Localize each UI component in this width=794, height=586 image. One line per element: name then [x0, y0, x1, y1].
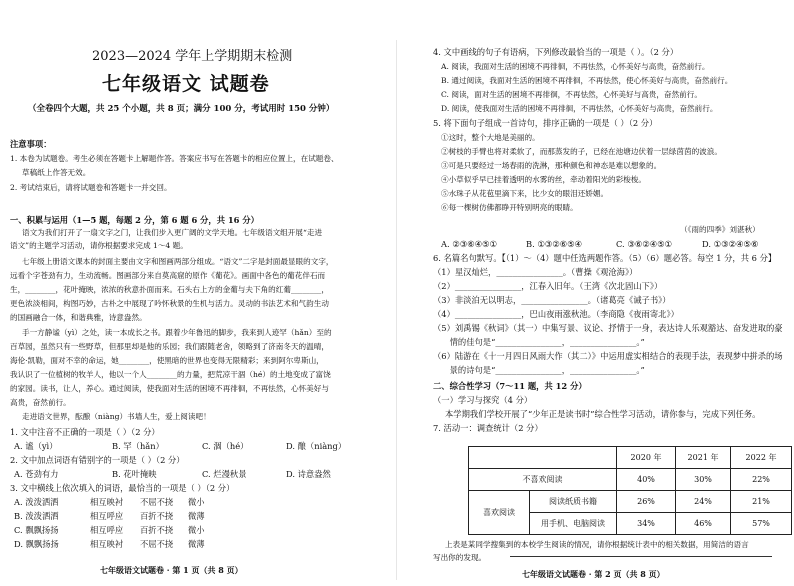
- q4-option-c: C. 阅读，面对生活的困境不再徘徊，不再怯然，心怀美好与高贵，奋然前行。: [441, 90, 702, 99]
- table-cell: 34%: [617, 513, 676, 535]
- q7-text-a: 上表是某同学搜集到的本校学生阅读的情况，请你根据统计表中的相关数据，用简洁的语言: [445, 540, 749, 549]
- q3-option-d-word1: D. 飘飘扬扬: [14, 539, 59, 549]
- exam-info: （全卷四个大题，共 25 个小题，共 8 页；满分 100 分，考试用时 150 分钟）: [28, 104, 335, 114]
- q3-option-a-word4: 微小: [188, 497, 205, 507]
- notice-label: 注意事项：: [10, 139, 52, 149]
- table-header-row: [469, 447, 792, 469]
- q5-line: ④小草似乎早已挂着透明的水雾的丝，牵动着阳光的彩梭梭。: [441, 175, 647, 184]
- question-2: 2. 文中加点词语有错别字的一项是（ ）（2 分）: [10, 455, 185, 465]
- table-cell: 46%: [676, 513, 731, 535]
- q3-option-b-word2: 相互呼应: [90, 511, 124, 521]
- page-title: 七年级语文 试题卷: [102, 73, 270, 95]
- q5-option-c: C. ③⑥②④⑤①: [616, 239, 672, 249]
- q3-option-a-word3: 不屈不挠: [140, 497, 174, 507]
- q5-option-d: D. ①③②④⑤⑥: [702, 239, 759, 249]
- q6-item: （1）星汉灿烂，________________。（曹操《观沧海》）: [433, 267, 638, 277]
- page-footer-right: 七年级语文试题卷 · 第 2 页（共 8 页）: [522, 569, 665, 579]
- q2-option-b: B. 花叶掩映: [112, 469, 157, 479]
- q2-option-c: C. 烂漫秋景: [202, 469, 247, 479]
- q2-option-a: A. 苍劲有力: [14, 469, 59, 479]
- table-year-header: 2022 年: [731, 447, 792, 469]
- table-cell: 26%: [617, 491, 676, 513]
- q1-option-b: B. 罕（hǎn）: [112, 441, 164, 451]
- passage1-line: 生，________，花叶掩映，浓浓的秋意扑面而来。石头右上方的金葡与夫下角的红葡________，: [10, 285, 329, 294]
- passage1-line: 远看个字苍劲有力，生动流畅。图画部分来自莫高窟的原作《葡花》。画面中各色的葡花伴石而: [10, 271, 326, 280]
- q6-item: 情的佳句是“________________，________________。”: [433, 337, 645, 347]
- q3-option-b-word4: 微薄: [188, 511, 205, 521]
- section-2-title: 二、综合性学习（7～11 题，共 12 分）: [433, 381, 587, 391]
- table-cell: 40%: [617, 469, 676, 491]
- table-row-label: 用手机、电脑阅读: [530, 513, 617, 535]
- q3-option-d-word4: 微薄: [188, 539, 205, 549]
- reading-survey-table: [468, 446, 792, 535]
- notice-1b: 草稿纸上作答无效。: [22, 168, 91, 177]
- table-cell: 57%: [731, 513, 792, 535]
- question-7: 7. 活动一：调查统计（2 分）: [433, 423, 543, 433]
- table-corner-cell: [469, 447, 617, 469]
- table-cell: 22%: [731, 469, 792, 491]
- exam-year-heading: 2023—2024 学年上学期期末检测: [92, 49, 293, 64]
- passage2-line: 我认识了一位植树的牧羊人，他以一个人________的力量，把荒凉干涸（hé）的土地变成了富饶: [10, 370, 331, 379]
- question-3: 3. 文中横线上依次填入的词语，最恰当的一项是（ ）（2 分）: [10, 483, 235, 493]
- passage1-line: 更色浓淡相间，构图巧妙，古朴之中展现了吟怀秋景的生机与活力。灵动的书法艺术和气韵生动: [10, 299, 329, 308]
- table-row-label: 不喜欢阅读: [469, 469, 617, 491]
- subsection-1-text: 本学期我们学校开展了“少年正是读书时”综合性学习活动，请你参与，完成下列任务。: [445, 409, 761, 419]
- q3-option-a-word2: 相互映衬: [90, 497, 124, 507]
- q6-item: （6）陆游在《十一月四日风雨大作（其二）》中运用虚实相结合的表现手法，表现梦中拼杀的场: [433, 351, 783, 361]
- q3-option-c-word1: C. 飘飘扬扬: [14, 525, 59, 535]
- q4-option-a: A. 阅读，我面对生活的困境不再徘徊，不再怯然，心怀美好与高贵，奋然前行。: [441, 62, 710, 71]
- q5-line: ⑤水珠子从花苞里滴下来，比少女的眼泪还娇媚。: [441, 189, 609, 198]
- passage1-line: 七年级上册语文课本的封面主要由文字和图画两部分组成。“语文”二字是封面最显眼的文字，: [22, 257, 334, 266]
- q3-option-c-word3: 百折不挠: [140, 525, 174, 535]
- intro-line-a: 语文为我们打开了一扇文字之门，让我们步入更广阔的文学天地。七年级语文组开展“走进: [22, 228, 323, 237]
- q1-option-d: D. 酿（niàng）: [286, 441, 347, 451]
- passage2-line: 手一方静谧（yì）之处，读一本成长之书。跟着少年鲁迅的脚步，我来到人迹罕（hǎn）至的: [22, 328, 332, 337]
- q5-option-a: A. ②③⑥④⑤①: [441, 239, 497, 249]
- q5-line: ⑥每一棵树仿佛都睁开特别明亮的眼睛。: [441, 203, 578, 212]
- table-cell: 30%: [676, 469, 731, 491]
- table-cell: 21%: [731, 491, 792, 513]
- q6-item: （4）________________，巴山夜雨涨秋池。（李商隐《夜雨寄北》）: [433, 309, 679, 319]
- passage2-line: 海伦·凯勒，面对不幸的命运，她________，使黑暗的世界也变得无限精彩；来到阿尔卑斯山，: [10, 356, 324, 365]
- q3-option-b-word3: 百折不挠: [140, 511, 174, 521]
- table-year-header: 2020 年: [617, 447, 676, 469]
- question-1: 1. 文中注音不正确的一项是（ ）（2 分）: [10, 427, 160, 437]
- question-4: 4. 文中画线的句子有语病，下列修改最恰当的一项是（ ）。（2 分）: [433, 47, 679, 57]
- passage3-line: 走进语文世界，酝酿（niàng）书墙人生，爱上阅读吧！: [22, 412, 211, 421]
- passage2-line: 百草园，虽然只有一些野草，但那里却是他的乐园；我们跟随老舍，领略到了济南冬天的温晴，: [10, 342, 329, 351]
- q3-option-d-word3: 不屈不挠: [140, 539, 174, 549]
- q6-item: （3）非淡泊无以明志，________________。（诸葛亮《诫子书》）: [433, 295, 671, 305]
- page-footer-left: 七年级语文试题卷 · 第 1 页（共 8 页）: [100, 565, 243, 575]
- page-gutter: [396, 40, 397, 580]
- q7-text-b: 写出你的发现。: [433, 553, 487, 562]
- q3-option-c-word4: 微小: [188, 525, 205, 535]
- passage1-line: 的国画融合一体，和谐典雅，诗意盎然。: [10, 313, 147, 322]
- passage2-line: 高贵，奋然前行。: [10, 398, 71, 407]
- table-group-label: 喜欢阅读: [469, 491, 530, 535]
- table-row: [469, 491, 792, 513]
- table-row-label: 阅读纸质书籍: [530, 491, 617, 513]
- q5-line: ①这时，整个大地是美丽的。: [441, 133, 540, 142]
- q3-option-d-word2: 相互映衬: [90, 539, 124, 549]
- q5-line: ③可是只要经过一场春雨的洗淋，那种颜色和神态是难以想象的。: [441, 161, 662, 170]
- q6-item: 景的诗句是“________________，________________。”: [433, 365, 645, 375]
- notice-1a: 1. 本卷为试题卷。考生必须在答题卡上解题作答。答案应书写在答题卡的相应位置上，在试题卷、: [10, 154, 339, 163]
- q6-item: （5）刘禹锡《秋词》（其一）中集写景、议论、抒情于一身，表达诗人乐观豁达、奋发进取的豪: [433, 323, 783, 333]
- q1-option-c: C. 涸（hé）: [202, 441, 249, 451]
- q6-item: （2）________________，江春入旧年。（王湾《次北固山下》）: [433, 281, 663, 291]
- subsection-1-title: （一）学习与探究（4 分）: [433, 395, 533, 405]
- table-row: [469, 469, 792, 491]
- question-5: 5. 将下面句子组成一首诗句，排序正确的一项是（ ）（2 分）: [433, 118, 658, 128]
- passage2-line: 的家园。读书，让人，养心。通过阅读，使我面对生活的困境不再徘徊，不再怯然，心怀美好与: [10, 384, 329, 393]
- q4-option-d: D. 阅读，使我面对生活的困境不再徘徊，不再怯然，心怀美好与高贵，奋然前行。: [441, 104, 718, 113]
- q1-option-a: A. 谧（yì）: [14, 441, 58, 451]
- q5-source: （《雨的四季》刘湛秋）: [680, 225, 760, 234]
- q4-option-b: B. 通过阅读，我面对生活的困境不再徘徊，不再怯然，使心怀美好与高贵，奋然前行。: [441, 76, 733, 85]
- q3-option-b-word1: B. 泼泼洒洒: [14, 511, 59, 521]
- question-6: 6. 名篇名句默写。【（1）～（4）题中任选两题作答。（5）（6）题必答。每空 1 分，共 6 分】: [433, 253, 777, 263]
- q2-option-d: D. 诗意盎然: [286, 469, 331, 479]
- q3-option-c-word2: 相互呼应: [90, 525, 124, 535]
- section-1-title: 一、积累与运用（1—5 题，每题 2 分，第 6 题 6 分，共 16 分）: [10, 215, 259, 225]
- q5-option-b: B. ①③②⑥⑤④: [526, 239, 582, 249]
- notice-2: 2. 考试结束后，请将试题卷和答题卡一并交回。: [10, 183, 172, 192]
- answer-line: [510, 556, 772, 557]
- table-year-header: 2021 年: [676, 447, 731, 469]
- q5-line: ②树枝的手臂也将对柔软了，而那蒸发的子，已经在池塘边伏着一层绿茵茵的波浪。: [441, 147, 722, 156]
- table-cell: 24%: [676, 491, 731, 513]
- intro-line-b: 语文”的主题学习活动，请你根据要求完成 1～4 题。: [10, 241, 188, 250]
- q3-option-a-word1: A. 泼泼洒洒: [14, 497, 59, 507]
